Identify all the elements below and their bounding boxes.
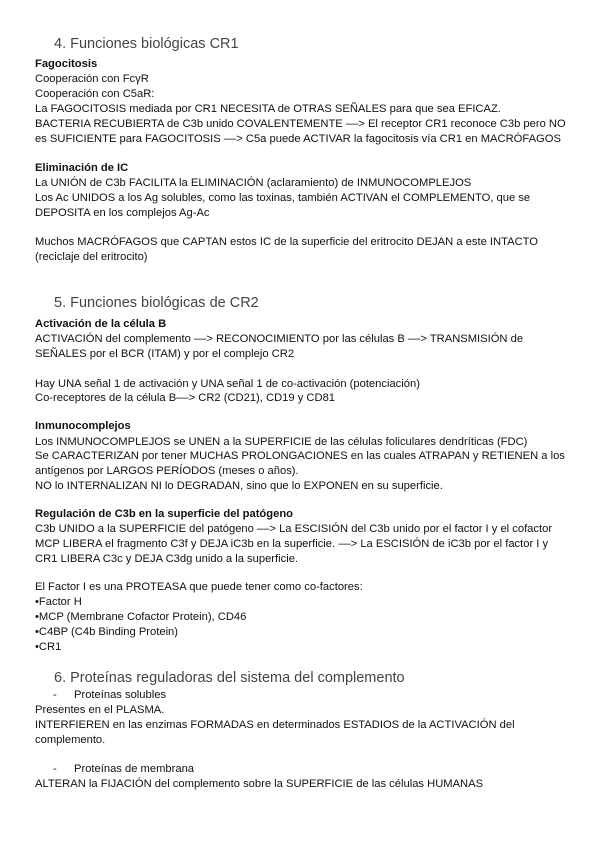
fagocitosis-line: La FAGOCITOSIS mediada por CR1 NECESITA de OTRAS SEÑALES para que sea EFICAZ. — [35, 103, 501, 115]
inmunocomplejos-title: Inmunocomplejos — [35, 420, 131, 432]
fagocitosis-title: Fagocitosis — [35, 58, 98, 70]
fagocitosis-line: Cooperación con FcγR — [35, 73, 149, 85]
fagocitosis-line: BACTERIA RECUBIERTA de C3b unido COVALENTEMENTE ––> El receptor CR1 reconoce C3b pero NO — [35, 118, 566, 130]
activacion-b-title: Activación de la célula B — [35, 318, 167, 330]
proteinas-solubles-line: INTERFIEREN en las enzimas FORMADAS en determinados ESTADIOS de la ACTIVACIÓN del — [35, 719, 515, 731]
macrofagos-line: Muchos MACRÓFAGOS que CAPTAN estos IC de la superficie del eritrocito DEJAN a este INTACTO — [35, 236, 538, 248]
cofactor-item: •Factor H — [35, 596, 82, 608]
list-dash: - — [53, 689, 57, 701]
activacion-b-line: ACTIVACIÓN del complemento ––> RECONOCIMIENTO por las células B ––> TRANSMISIÓN de — [35, 333, 524, 345]
cofactor-item: •C4BP (C4b Binding Protein) — [35, 626, 179, 638]
section-4-heading: 4. Funciones biológicas CR1 — [54, 36, 239, 52]
factor-i-intro: El Factor I es una PROTEASA que puede tener como co-factores: — [35, 581, 363, 593]
proteinas-solubles-line: complemento. — [35, 734, 106, 746]
activacion-b-line: SEÑALES por el BCR (ITAM) y por el complejo CR2 — [35, 348, 295, 360]
cofactor-item: •MCP (Membrane Cofactor Protein), CD46 — [35, 611, 247, 623]
proteinas-membrana-line: ALTERAN la FIJACIÓN del complemento sobre la SUPERFICIE de las células HUMANAS — [35, 778, 484, 790]
section-6-heading: 6. Proteínas reguladoras del sistema del complemento — [54, 670, 405, 686]
regulacion-c3b-line: CR1 LIBERA C3c y DEJA C3dg unido a la superficie. — [35, 553, 299, 565]
macrofagos-line: (reciclaje del eritrocito) — [35, 251, 148, 263]
inmunocomplejos-line: antígenos por LARGOS PERÍODOS (meses o años). — [35, 465, 299, 477]
senal-line: Hay UNA señal 1 de activación y UNA señal 1 de co-activación (potenciación) — [35, 378, 420, 390]
regulacion-c3b-title: Regulación de C3b en la superficie del patógeno — [35, 508, 293, 520]
fagocitosis-line: Cooperación con C5aR: — [35, 88, 155, 100]
regulacion-c3b-line: MCP LIBERA el fragmento C3f y DEJA iC3b en la superficie. ––> La ESCISIÓN de iC3b por el factor I y — [35, 538, 549, 550]
inmunocomplejos-line: Los INMUNOCOMPLEJOS se UNEN a la SUPERFICIE de las células foliculares dendríticas (FDC) — [35, 436, 528, 448]
eliminacion-ic-line: La UNIÓN de C3b FACILITA la ELIMINACIÓN (aclaramiento) de INMUNOCOMPLEJOS — [35, 177, 472, 189]
proteinas-solubles-title: Proteínas solubles — [74, 689, 167, 701]
eliminacion-ic-title: Eliminación de IC — [35, 162, 129, 174]
eliminacion-ic-line: DEPOSITA en los complejos Ag-Ac — [35, 207, 210, 219]
proteinas-membrana-title: Proteínas de membrana — [74, 763, 195, 775]
fagocitosis-line: es SUFICIENTE para FAGOCITOSIS ––> C5a puede ACTIVAR la fagocitosis vía CR1 en MACRÓFAGOS — [35, 133, 561, 145]
proteinas-solubles-line: Presentes en el PLASMA. — [35, 704, 165, 716]
section-5-heading: 5. Funciones biológicas de CR2 — [54, 295, 259, 311]
eliminacion-ic-line: Los Ac UNIDOS a los Ag solubles, como las toxinas, también ACTIVAN el COMPLEMENTO, que se — [35, 192, 531, 204]
regulacion-c3b-line: C3b UNIDO a la SUPERFICIE del patógeno ––> La ESCISIÓN del C3b unido por el factor I y el cofactor — [35, 523, 553, 535]
list-dash: - — [53, 763, 57, 775]
inmunocomplejos-line: NO lo INTERNALIZAN NI lo DEGRADAN, sino que lo EXPONEN en su superficie. — [35, 480, 443, 492]
inmunocomplejos-line: Se CARACTERIZAN por tener MUCHAS PROLONGACIONES en las cuales ATRAPAN y RETIENEN a los — [35, 450, 565, 462]
cofactor-item: •CR1 — [35, 641, 62, 653]
senal-line: Co-receptores de la célula B––> CR2 (CD21), CD19 y CD81 — [35, 392, 336, 404]
